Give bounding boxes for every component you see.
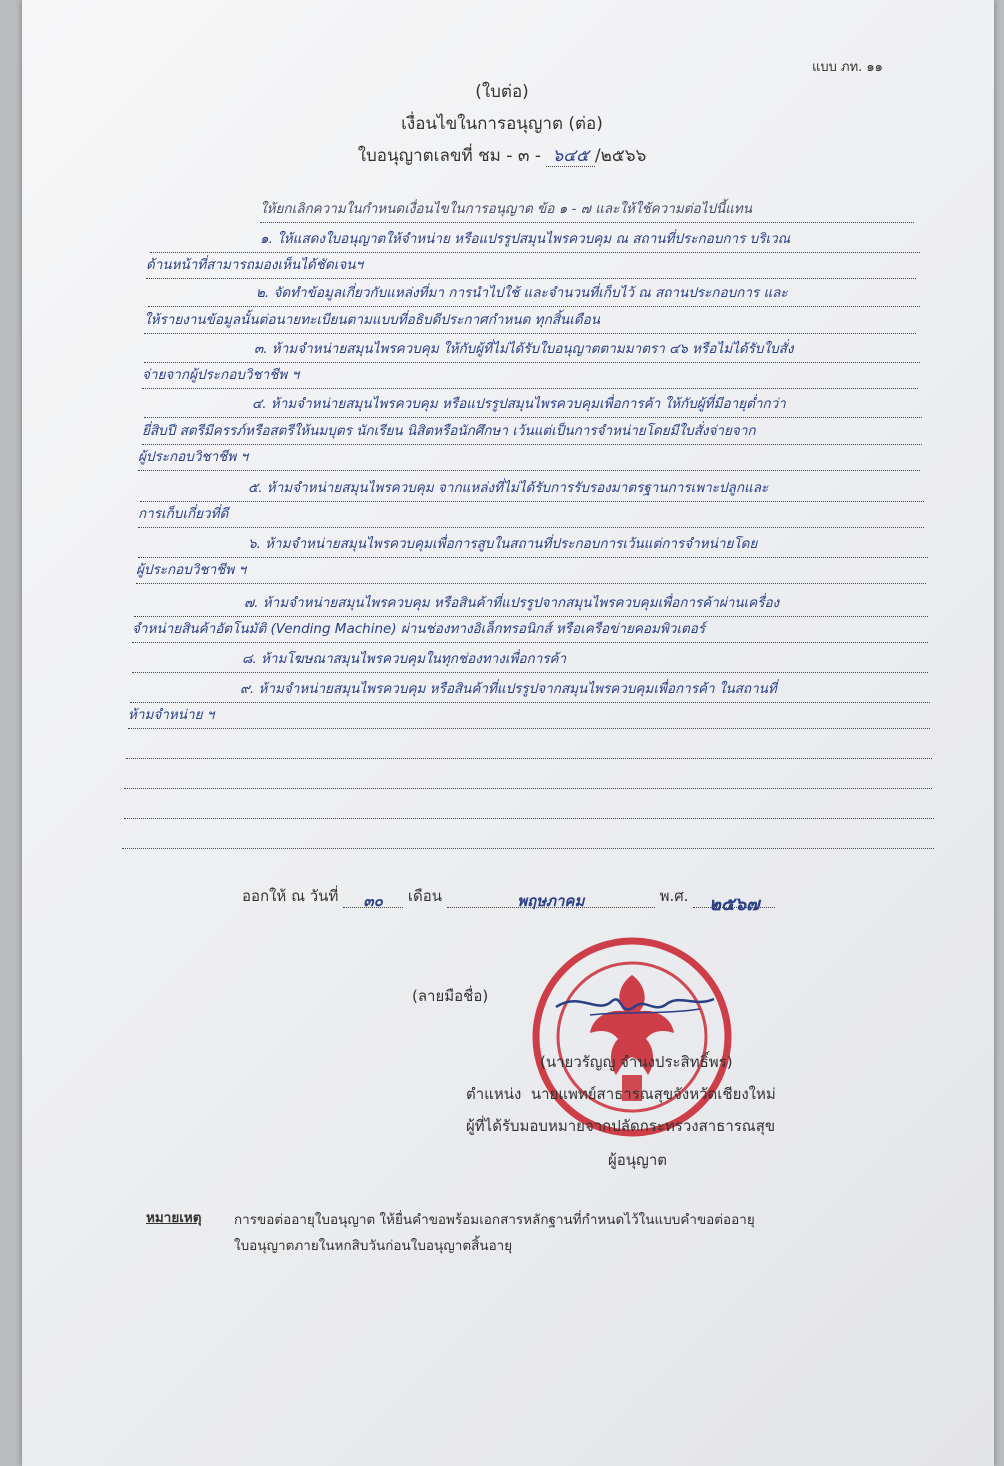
condition-line: ห้ามจำหน่าย ฯ <box>128 704 930 729</box>
blank-line <box>124 794 934 819</box>
condition-line: ผู้ประกอบวิชาชีพ ฯ <box>138 446 920 471</box>
condition-line: ให้รายงานข้อมูลนั้นต่อนายทะเบียนตามแบบที่อธิบดีประกาศกำหนด ทุกสิ้นเดือน <box>144 309 916 334</box>
condition-line: ๔. ห้ามจำหน่ายสมุนไพรควบคุม หรือแปรรูปสมุนไพรควบคุมเพื่อการค้า ให้กับผู้ที่มีอายุต่ำกว่า <box>144 393 922 418</box>
condition-line: ผู้ประกอบวิชาชีพ ฯ <box>136 559 926 584</box>
conditions-intro: ให้ยกเลิกความในกำหนดเงื่อนไขในการอนุญาต ข้อ ๑ - ๗ และให้ใช้ความต่อไปนี้แทน <box>260 198 914 223</box>
official-seal-stamp <box>530 935 735 1140</box>
issued-year: ๒๕๖๗ <box>709 894 760 915</box>
continued-label: (ใบต่อ) <box>475 82 529 102</box>
condition-line: ๘. ห้ามโฆษณาสมุนไพรควบคุมในทุกช่องทางเพื่อการค้า <box>132 648 928 673</box>
condition-line: ๒. จัดทำข้อมูลเกี่ยวกับแหล่งที่มา การนำไปใช้ และจำนวนที่เก็บไว้ ณ สถานประกอบการ และ <box>148 282 920 307</box>
position-label: ตำแหน่ง <box>466 1085 522 1103</box>
note-label: หมายเหตุ <box>146 1210 202 1226</box>
license-suffix: /๒๕๖๖ <box>594 146 647 166</box>
issued-day: ๓๐ <box>363 892 383 910</box>
signer-position <box>466 1082 776 1106</box>
blank-line <box>122 824 934 849</box>
condition-line: การเก็บเกี่ยวที่ดี <box>138 503 924 528</box>
issued-month: พฤษภาคม <box>517 892 585 910</box>
condition-line: ๑. ให้แสดงใบอนุญาตให้จำหน่าย หรือแปรรูปสมุนไพรควบคุม ณ สถานที่ประกอบการ บริเวณ <box>150 228 920 253</box>
delegation-text: ผู้ที่ได้รับมอบหมายจากปลัดกระทรวงสาธารณสุข <box>466 1117 776 1135</box>
license-number <box>0 142 1004 169</box>
year-label: พ.ศ. <box>659 887 689 905</box>
month-label: เดือน <box>407 887 443 905</box>
condition-line: ๕. ห้ามจำหน่ายสมุนไพรควบคุม จากแหล่งที่ไม่ได้รับการรับรองมาตรฐานการเพาะปลูกและ <box>140 477 924 502</box>
condition-line: ยี่สิบปี สตรีมีครรภ์หรือสตรีให้นมบุตร นักเรียน นิสิตหรือนักศึกษา เว้นแต่เป็นการจำหน่ายโดยมีใบสั่งจ่ายจาก <box>142 420 922 445</box>
condition-line: จ่ายจากผู้ประกอบวิชาชีพ ฯ <box>142 364 918 389</box>
licensor-role: ผู้อนุญาต <box>608 1151 667 1169</box>
blank-line <box>124 764 932 789</box>
note-line-2: ใบอนุญาตภายในหกสิบวันก่อนใบอนุญาตสิ้นอายุ <box>234 1238 513 1254</box>
license-prefix: ใบอนุญาตเลขที่ ชม - ๓ - <box>357 146 547 166</box>
condition-line: จำหน่ายสินค้าอัตโนมัติ (Vending Machine) ผ่านช่องทางอิเล็กทรอนิกส์ หรือเครือข่ายคอมพิวเตอร์ <box>132 618 928 643</box>
conditions-title: เงื่อนไขในการอนุญาต (ต่อ) <box>401 114 603 134</box>
blank-line <box>126 734 932 759</box>
signature-label: (ลายมือชื่อ) <box>412 987 489 1005</box>
note-line-1: การขอต่ออายุใบอนุญาต ให้ยื่นคำขอพร้อมเอกสารหลักฐานที่กำหนดไว้ในแบบคำขอต่ออายุ <box>234 1212 755 1228</box>
condition-line: ด้านหน้าที่สามารถมองเห็นได้ชัดเจนฯ <box>146 254 916 279</box>
form-code: แบบ ภท. ๑๑ <box>812 60 883 75</box>
position-value: นายแพทย์สาธารณสุขจังหวัดเชียงใหม่ <box>530 1085 776 1103</box>
signer-name: (นายวรัญญู จำนงประสิทธิ์พร) <box>540 1053 733 1071</box>
license-handwritten-number: ๖๔๕ <box>546 146 595 167</box>
condition-line: ๙. ห้ามจำหน่ายสมุนไพรควบคุม หรือสินค้าที่แปรรูปจากสมุนไพรควบคุมเพื่อการค้า ในสถานที่ <box>130 678 930 703</box>
condition-line: ๓. ห้ามจำหน่ายสมุนไพรควบคุม ให้กับผู้ที่ไม่ได้รับใบอนุญาตตามมาตรา ๔๖ หรือไม่ได้รับใบสั่ง <box>144 338 920 363</box>
condition-line: ๖. ห้ามจำหน่ายสมุนไพรควบคุมเพื่อการสูบในสถานที่ประกอบการเว้นแต่การจำหน่ายโดย <box>138 533 928 558</box>
handwritten-signature <box>550 985 720 1025</box>
issued-label: ออกให้ ณ วันที่ <box>242 887 339 905</box>
condition-line: ๗. ห้ามจำหน่ายสมุนไพรควบคุม หรือสินค้าที่แปรรูปจากสมุนไพรควบคุมเพื่อการค้าผ่านเครื่อง <box>134 592 928 617</box>
issue-date-line <box>242 884 775 915</box>
